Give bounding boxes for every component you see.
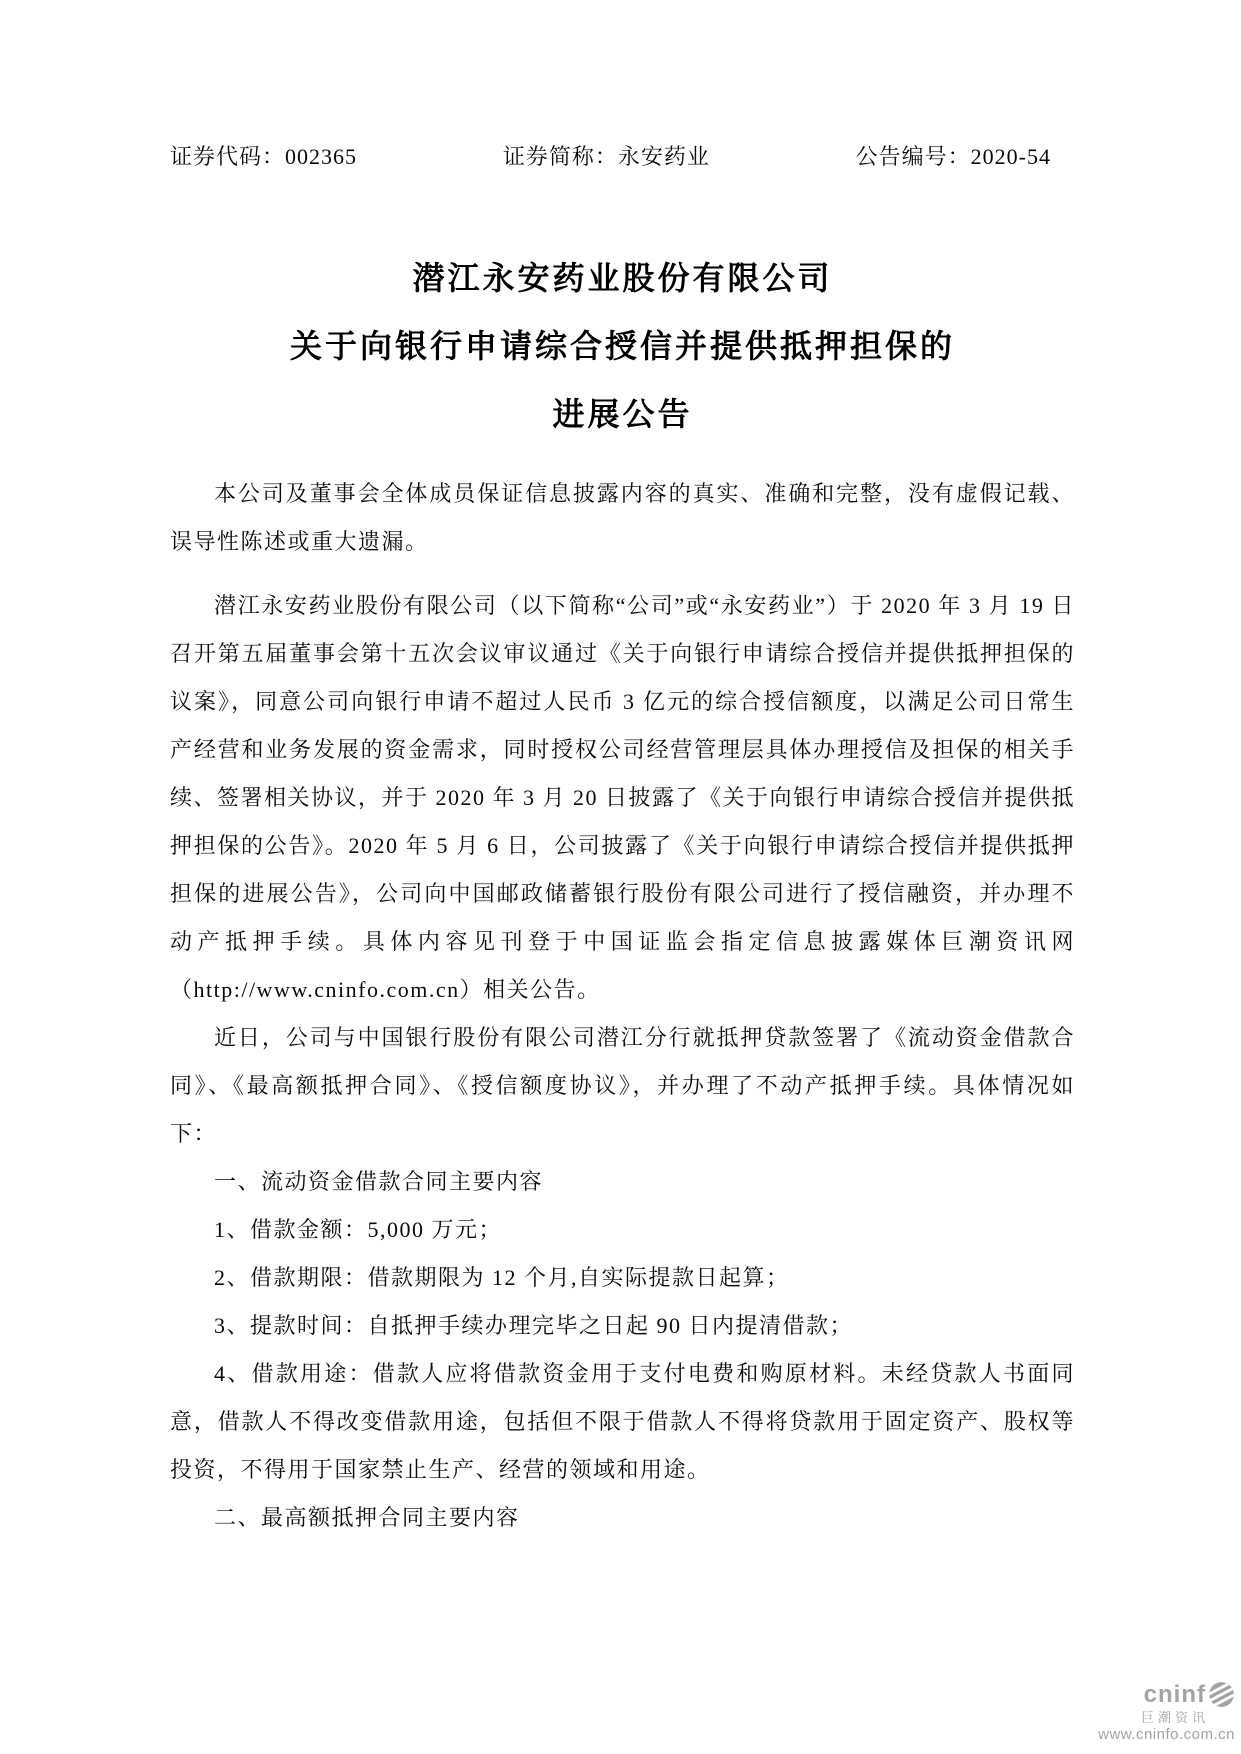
cninfo-watermark bbox=[1098, 1681, 1235, 1742]
loan-purpose-item: 4、借款用途：借款人应将借款资金用于支付电费和购原材料。未经贷款人书面同意，借款人不得改变借款用途，包括但不限于借款人不得将贷款用于固定资产、股权等投资，不得用于国家禁止生产、经营的领域和用途。 bbox=[170, 1361, 1075, 1482]
document-title bbox=[170, 244, 1075, 448]
stock-name-label: 证券简称：永安药业 bbox=[502, 144, 710, 169]
announcement-number-label: 公告编号：2020-54 bbox=[855, 144, 1051, 169]
credit-background-paragraph: 潜江永安药业股份有限公司（以下简称“公司”或“永安药业”）于 2020 年 3 月 19 日召开第五届董事会第十五次会议审议通过《关于向银行申请综合授信并提供抵押担保的议案》，同意公司向银行申请不超过人民币 3 亿元的综合授信额度，以满足公司日常生产经营和业务发展的资金需求，同时授权公司经营管理层具体办理授信及担保的相关手续、签署相关协议，并于 2020 年 3 月 20 日披露了《关于向银行申请综合授信并提供抵押担保的公告》。2020 年 5 月 6 日，公司披露了《关于向银行申请综合授信并提供抵押担保的进展公告》，公司向中国邮政储蓄银行股份有限公司进行了授信融资，并办理不动产抵押手续。具体内容见刊登于中国证监会指定信息披露媒体巨潮资讯网（http://www.cninfo.com.cn）相关公告。 bbox=[170, 593, 1076, 1002]
board-disclaimer-paragraph: 本公司及董事会全体成员保证信息披露内容的真实、准确和完整，没有虚假记载、误导性陈述或重大遗漏。 bbox=[170, 481, 1075, 554]
stock-code-label: 证券代码：002365 bbox=[170, 144, 358, 169]
cninfo-url: www.cninfo.com.cn bbox=[1098, 1726, 1235, 1743]
title-company-name: 潜江永安药业股份有限公司 bbox=[412, 260, 833, 296]
document-content bbox=[170, 0, 1075, 1542]
cninfo-logo-text: cninf bbox=[1143, 1680, 1206, 1708]
cninfo-brand-chinese: 巨潮资讯 bbox=[1140, 1710, 1209, 1725]
section2-heading: 二、最高额抵押合同主要内容 bbox=[214, 1505, 520, 1530]
document-header-row bbox=[170, 142, 1075, 172]
cninfo-logo-row bbox=[1098, 1681, 1235, 1708]
title-progress-announcement: 进展公告 bbox=[552, 396, 693, 432]
cninfo-globe-icon bbox=[1208, 1681, 1235, 1708]
recent-progress-paragraph: 近日，公司与中国银行股份有限公司潜江分行就抵押贷款签署了《流动资金借款合同》、《最高额抵押合同》、《授信额度协议》，并办理了不动产抵押手续。具体情况如下： bbox=[170, 1025, 1075, 1146]
document-body bbox=[170, 470, 1075, 1542]
loan-term-item: 2、借款期限：借款期限为 12 个月,自实际提款日起算； bbox=[214, 1265, 790, 1290]
title-subject-line: 关于向银行申请综合授信并提供抵押担保的 bbox=[289, 328, 955, 364]
drawdown-time-item: 3、提款时间：自抵押手续办理完毕之日起 90 日内提清借款； bbox=[214, 1313, 854, 1338]
loan-amount-item: 1、借款金额：5,000 万元； bbox=[214, 1217, 503, 1242]
section1-heading: 一、流动资金借款合同主要内容 bbox=[214, 1169, 544, 1194]
